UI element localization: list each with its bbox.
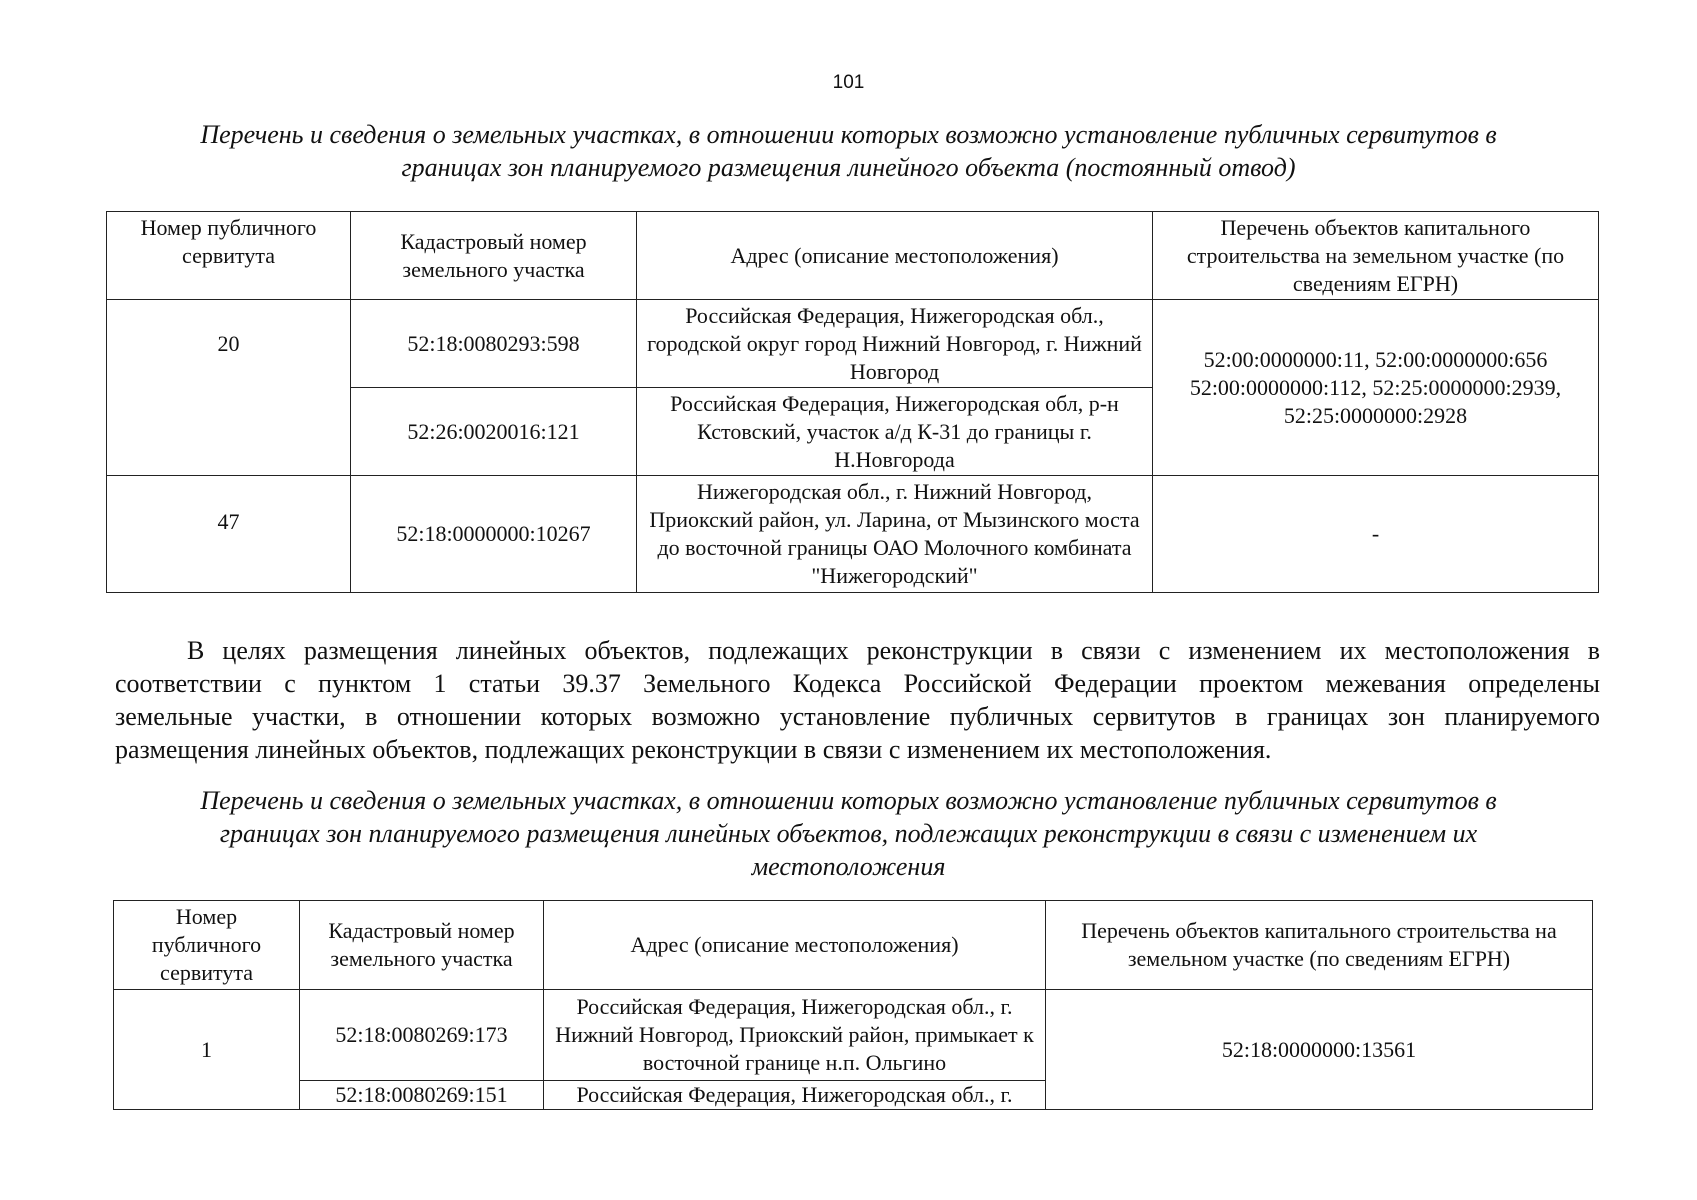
caption-line: Перечень и сведения о земельных участках, в отношении которых возможно установление публичных сервитутов в (200, 786, 1497, 815)
header-address: Адрес (описание местоположения) (637, 212, 1153, 300)
parcel-address: Российская Федерация, Нижегородская обл, р-н Кстовский, участок а/д К-31 до границы г. Н.Новгорода (637, 388, 1153, 476)
body-paragraph (115, 634, 1600, 766)
paragraph-line: соответствии с пунктом 1 статьи 39.37 Земельного Кодекса Российской Федерации проектом межевания определены (115, 669, 1600, 698)
table2 (113, 900, 1593, 1110)
cadastral-number: 52:18:0080269:151 (300, 1081, 544, 1110)
paragraph-line: В целях размещения линейных объектов, подлежащих реконструкции в связи с изменением их местоположения в (187, 636, 1600, 665)
caption-line: границах зон планируемого размещения линейных объектов, подлежащих реконструкции в связи с изменением их (219, 819, 1478, 848)
header-servitude-number: Номер публичного сервитута (114, 901, 300, 990)
table1-caption (0, 118, 1697, 184)
table1 (106, 211, 1599, 593)
table-row (107, 300, 1599, 388)
servitude-number: 20 (107, 300, 351, 476)
table1-header-row (107, 212, 1599, 300)
table-row (107, 476, 1599, 593)
capital-objects: 52:00:0000000:11, 52:00:0000000:656 52:00:0000000:112, 52:25:0000000:2939, 52:25:0000000:2928 (1153, 300, 1599, 476)
header-servitude-number: Номер публичного сервитута (107, 212, 351, 300)
parcel-address: Российская Федерация, Нижегородская обл., г. Нижний Новгород, Приокский район, примыкает к восточной границе н.п. Ольгино (544, 990, 1046, 1081)
table2-caption (0, 784, 1697, 883)
servitude-number: 1 (114, 990, 300, 1110)
cadastral-number: 52:18:0080293:598 (351, 300, 637, 388)
capital-objects: - (1153, 476, 1599, 593)
table-row (114, 990, 1593, 1081)
caption-line: Перечень и сведения о земельных участках, в отношении которых возможно установление публичных сервитутов в (200, 120, 1497, 149)
parcel-address: Нижегородская обл., г. Нижний Новгород, Приокский район, ул. Ларина, от Мызинского моста до восточной границы ОАО Молочного комбината "Нижегородский" (637, 476, 1153, 593)
paragraph-line: земельные участки, в отношении которых возможно установление публичных сервитутов в границах зон планируемого (115, 702, 1600, 731)
caption-line: местоположения (751, 852, 946, 881)
page-number: 101 (832, 72, 865, 93)
header-address: Адрес (описание местоположения) (544, 901, 1046, 990)
parcel-address: Российская Федерация, Нижегородская обл., г. (544, 1081, 1046, 1110)
cadastral-number: 52:18:0080269:173 (300, 990, 544, 1081)
caption-line: границах зон планируемого размещения линейного объекта (постоянный отвод) (401, 153, 1296, 182)
cadastral-number: 52:18:0000000:10267 (351, 476, 637, 593)
paragraph-line: размещения линейных объектов, подлежащих реконструкции в связи с изменением их местоположения. (115, 735, 1272, 764)
header-cadastral-number: Кадастровый номер земельного участка (351, 212, 637, 300)
header-objects: Перечень объектов капитального строительства на земельном участке (по сведениям ЕГРН) (1153, 212, 1599, 300)
cadastral-number: 52:26:0020016:121 (351, 388, 637, 476)
servitude-number: 47 (107, 476, 351, 593)
parcel-address: Российская Федерация, Нижегородская обл., городской округ город Нижний Новгород, г. Нижний Новгород (637, 300, 1153, 388)
capital-objects: 52:18:0000000:13561 (1046, 990, 1593, 1110)
header-objects: Перечень объектов капитального строительства на земельном участке (по сведениям ЕГРН) (1046, 901, 1593, 990)
header-cadastral-number: Кадастровый номер земельного участка (300, 901, 544, 990)
table2-header-row (114, 901, 1593, 990)
